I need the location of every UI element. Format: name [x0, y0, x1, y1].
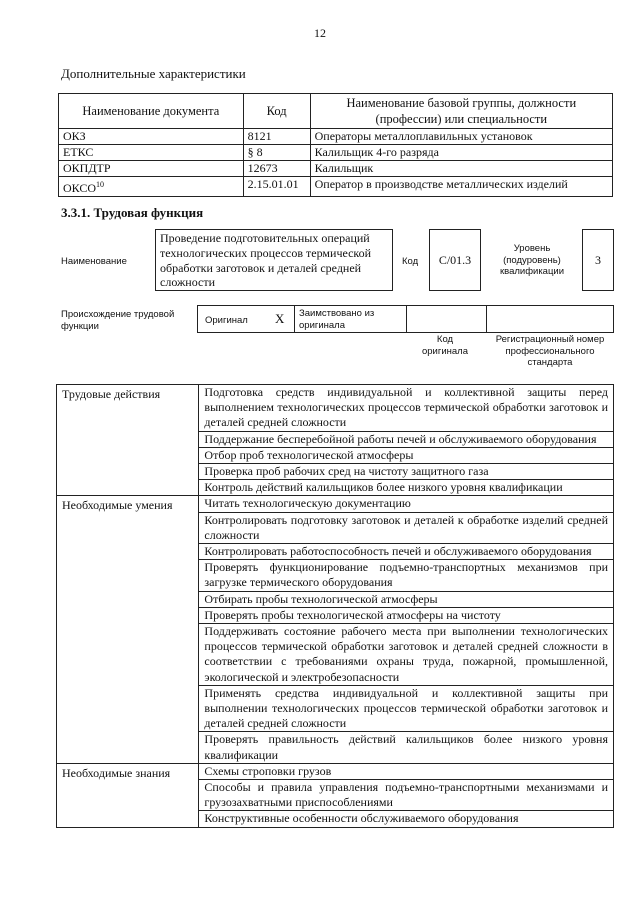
table-row — [57, 385, 614, 432]
column-header: Наименование базовой группы, должности (профессии) или специальности — [310, 94, 612, 129]
doc-cell — [59, 129, 244, 145]
additional-characteristics-table — [58, 93, 613, 197]
code-cell: 2.15.01.01 — [243, 177, 310, 197]
table-row — [59, 161, 613, 177]
list-item: Проверять правильность действий калильщиков более низкого уровня квалификации — [199, 732, 614, 763]
list-item: Контроль действий калильщиков более низкого уровня квалификации — [199, 480, 614, 496]
list-item: Поддержание бесперебойной работы печей и обслуживаемого оборудования — [199, 431, 614, 447]
origin-label: Происхождение трудовой функции — [61, 309, 175, 332]
original-mark: X — [275, 311, 285, 326]
page-number: 12 — [314, 26, 326, 40]
table-row — [57, 496, 614, 512]
name-label: Наименование — [61, 256, 127, 267]
list-item: Способы и правила управления подъемно-транспортными механизмами и грузозахватными приспособлениями — [199, 780, 614, 811]
function-name-box — [155, 229, 393, 291]
doc-name: ОКЗ — [63, 129, 86, 143]
code-cell: 8121 — [243, 129, 310, 145]
table-row — [59, 129, 613, 145]
doc-cell — [59, 161, 244, 177]
table-row — [59, 145, 613, 161]
level-box — [582, 229, 614, 291]
section-title: Необходимые знания — [57, 763, 199, 827]
doc-cell — [59, 177, 244, 197]
code-value: С/01.3 — [438, 252, 472, 267]
table-header-row — [59, 94, 613, 129]
code-cell: 12673 — [243, 161, 310, 177]
list-item: Применять средства индивидуальной и коллективной защиты при выполнении технологических процессов термической обработки заготовок и деталей средней сложности — [199, 685, 614, 732]
borrowed-label: Заимствовано из оригинала — [299, 308, 375, 331]
list-item: Отбирать пробы технологической атмосферы — [199, 591, 614, 607]
list-item: Поддерживать состояние рабочего места при выполнении технологических процессов термической обработки заготовок и деталей средней сложности в соответствии с требованиями охраны труда, пожарной, промышленной, экологической и электробезопасности — [199, 624, 614, 686]
doc-name: ОКСО — [63, 181, 97, 195]
list-item: Конструктивные особенности обслуживаемого оборудования — [199, 811, 614, 827]
list-item: Проверять пробы технологической атмосферы на чистоту — [199, 607, 614, 623]
section-title: Трудовые действия — [57, 385, 199, 496]
function-heading: 3.3.1. Трудовая функция — [61, 205, 204, 220]
footnote-marker: 10 — [96, 180, 105, 189]
column-header: Код — [243, 94, 310, 129]
name-cell: Калильщик — [310, 161, 612, 177]
list-item: Проверять функционирование подъемно-транспортных механизмов при загрузке термического оборудования — [199, 560, 614, 591]
function-details-table — [56, 384, 614, 828]
list-item: Контролировать подготовку заготовок и деталей к обработке изделий средней сложности — [199, 512, 614, 543]
origin-box — [197, 305, 614, 333]
doc-name: ОКПДТР — [63, 161, 111, 175]
level-label: Уровень (подуровень) квалификации — [499, 243, 565, 277]
doc-name: ЕТКС — [63, 145, 94, 159]
list-item: Контролировать работоспособность печей и обслуживаемого оборудования — [199, 544, 614, 560]
name-cell: Оператор в производстве металлических изделий — [310, 177, 612, 197]
reg-number-label: Регистрационный номер профессионального стандарта — [495, 334, 605, 368]
code-box — [429, 229, 481, 291]
table-row — [57, 763, 614, 779]
list-item: Схемы строповки грузов — [199, 763, 614, 779]
code-cell: § 8 — [243, 145, 310, 161]
additional-characteristics-heading: Дополнительные характеристики — [61, 66, 246, 81]
level-value: 3 — [595, 252, 601, 267]
list-item: Проверка проб рабочих сред на чистоту защитного газа — [199, 464, 614, 480]
column-header: Наименование документа — [59, 94, 244, 129]
code-original-label: Код оригинала — [421, 334, 468, 357]
code-label: Код — [402, 256, 419, 267]
name-cell: Операторы металлоплавильных установок — [310, 129, 612, 145]
doc-cell — [59, 145, 244, 161]
list-item: Читать технологическую документацию — [199, 496, 614, 512]
list-item: Отбор проб технологической атмосферы — [199, 447, 614, 463]
name-cell: Калильщик 4-го разряда — [310, 145, 612, 161]
section-title: Необходимые умения — [57, 496, 199, 763]
table-row — [59, 177, 613, 197]
original-label: Оригинал — [205, 315, 248, 326]
list-item: Подготовка средств индивидуальной и коллективной защиты перед выполнением технологических процессов термической обработки заготовок и деталей средней сложности — [199, 385, 614, 432]
function-name-value: Проведение подготовительных операций технологических процессов термической обработки заготовок и деталей средней сложности — [160, 231, 372, 290]
